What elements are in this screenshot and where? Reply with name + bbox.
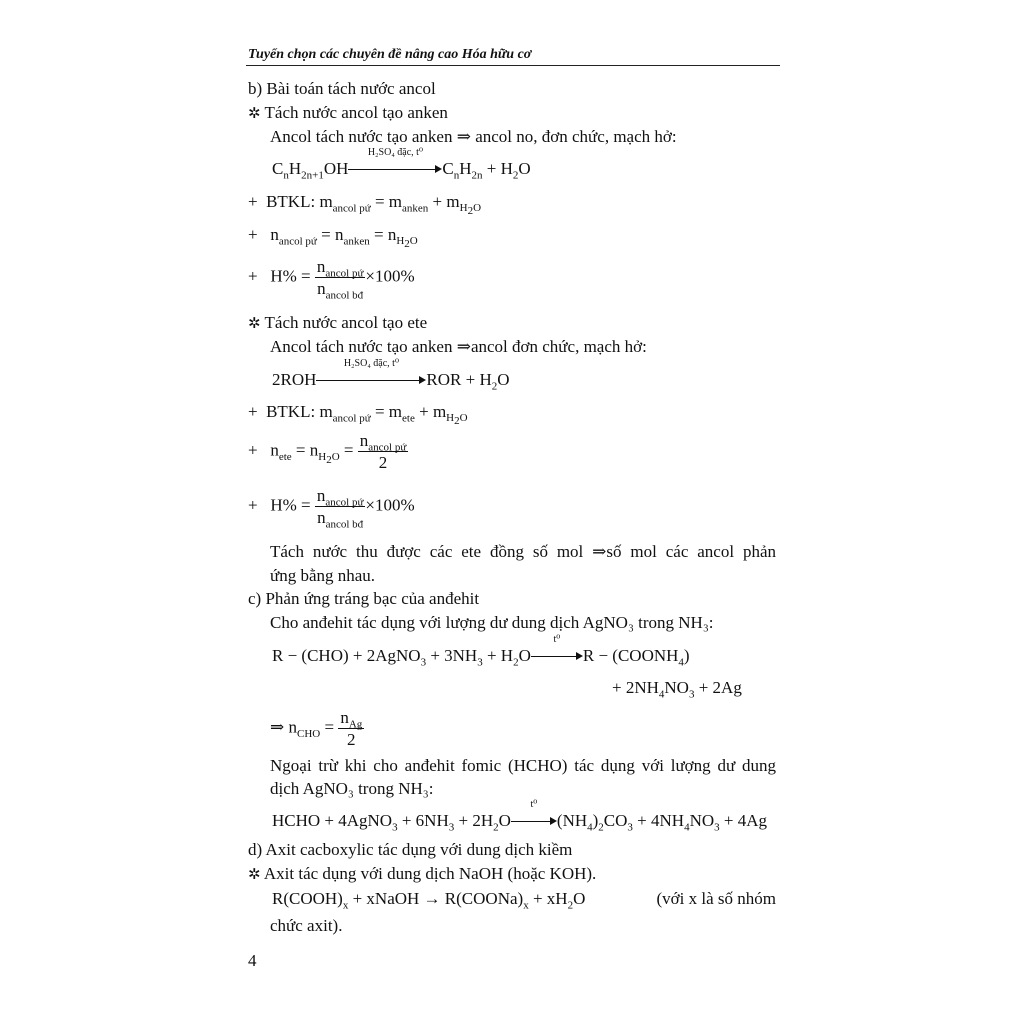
reaction-arrow: H₂SO₄ đặc, t⁰ [348, 160, 442, 177]
equation-silver-mirror: R − (CHO) + 2AgNO$_3$ + $3NH_3 + H_2O$ t⁰ $R - (COONH_4)$ [272, 634, 690, 669]
btkl-ete: + BTKL: $m_{ancol pứ} = m_{ete} + m_{H_2O}$ [248, 402, 468, 428]
mole-cho: ⇒ $n_{CHO}$ = $\frac{n_{Ag}}{2}$ [270, 708, 363, 749]
mole-anken: + $n_{ancol pứ} = n_{anken} = n_{H_2O}$ [248, 225, 418, 251]
equation-naoh-row [272, 889, 776, 912]
yield-fraction: $\frac{n_{ancol pứ}}{n_{ancol bđ}}$ [316, 257, 364, 302]
asterisk-bullet-icon: ✲ [248, 867, 261, 883]
yield-fraction: $\frac{n_{ancol pứ}}{n_{ancol bđ}}$ [316, 486, 364, 531]
section-c-heading: c) Phản ứng tráng bạc của anđehit [248, 589, 480, 608]
equation-anken: $C_nH_{2n+1}OH$ H₂SO₄ đặc, t⁰ $C_nH_{2n} + H_2O$ [272, 147, 531, 182]
equation-ete: 2ROH H₂SO₄ đặc, t⁰ ROR + $H_2O$ [272, 358, 510, 393]
yield-anken: + H% = $\frac{n_{ancol pứ}}{n_{ancol bđ}}$ ×100% [248, 257, 415, 302]
bullet-ete [248, 314, 427, 332]
section-b-heading: b) Bài toán tách nước ancol [248, 79, 436, 98]
ag-fraction: $\frac{n_{Ag}}{2}$ [340, 708, 363, 749]
bullet-ete-title: Tách nước ancol tạo ete [264, 313, 428, 332]
ete-note-line2: ứng bằng nhau. [270, 566, 376, 585]
section-c-desc: Cho anđehit tác dụng với lượng dư dung dịch AgNO₃ trong NH₃: [270, 613, 714, 632]
yield-ete: + H% = $\frac{n_{ancol pứ}}{n_{ancol bđ}}$ ×100% [248, 486, 415, 531]
section-d-heading: d) Axit cacboxylic tác dụng với dung dịch kiềm [248, 840, 573, 859]
ete-note-line1: Tách nước thu được các ete đồng số mol ⇒số mol các ancol phản [270, 542, 776, 561]
anken-desc: Ancol tách nước tạo anken ⇒ ancol no, đơn chức, mạch hở: [270, 127, 677, 146]
mole-ete: + $n_{ete} = n_{H_2O}$ = $\frac{n_{ancol pứ}}{2}$ [248, 431, 407, 472]
reaction-arrow: t⁰ [511, 812, 557, 829]
ete-desc: Ancol tách nước tạo anken ⇒ancol đơn chức, mạch hở: [270, 337, 647, 356]
bullet-naoh [248, 865, 596, 883]
bullet-naoh-title: Axit tác dụng với dung dịch NaOH (hoặc KOH). [263, 864, 597, 883]
hcho-note-line1: Ngoại trừ khi cho anđehit fomic (HCHO) tác dụng với lượng dư dung [270, 756, 776, 775]
reaction-arrow: t⁰ [531, 647, 583, 664]
hcho-note-line2: dịch AgNO₃ trong NH₃: [270, 779, 434, 798]
equation-naoh: $R(COOH)_x$ + xNaOH → $R(COONa)_x + xH_2O$ [272, 889, 586, 912]
equation-silver-mirror-cont: + $2NH_4NO_3 + 2Ag$ [612, 678, 742, 701]
bullet-anken-title: Tách nước ancol tạo anken [264, 103, 448, 122]
reaction-arrow: H₂SO₄ đặc, t⁰ [316, 371, 426, 388]
mole-fraction: $\frac{n_{ancol pứ}}{2}$ [359, 431, 407, 472]
equation-hcho: HCHO + 4AgNO$_3$ + $6NH_3 + 2H_2O$ t⁰ $(NH_4)_2CO_3 + 4NH_4NO_3 + 4Ag$ [272, 799, 768, 834]
btkl-anken: + BTKL: $m_{ancol pứ} = m_{anken} + m_{H_2O}$ [248, 192, 482, 218]
equation-naoh-note: (với x là số nhóm [656, 889, 776, 908]
bullet-anken [248, 104, 448, 122]
running-header: Tuyển chọn các chuyên đề nâng cao Hóa hữu cơ [248, 47, 532, 62]
page-number: 4 [248, 951, 257, 970]
asterisk-bullet-icon: ✲ [248, 316, 261, 332]
header-rule [246, 65, 780, 66]
asterisk-bullet-icon: ✲ [248, 106, 261, 122]
equation-naoh-note-line2: chức axit). [270, 916, 343, 935]
